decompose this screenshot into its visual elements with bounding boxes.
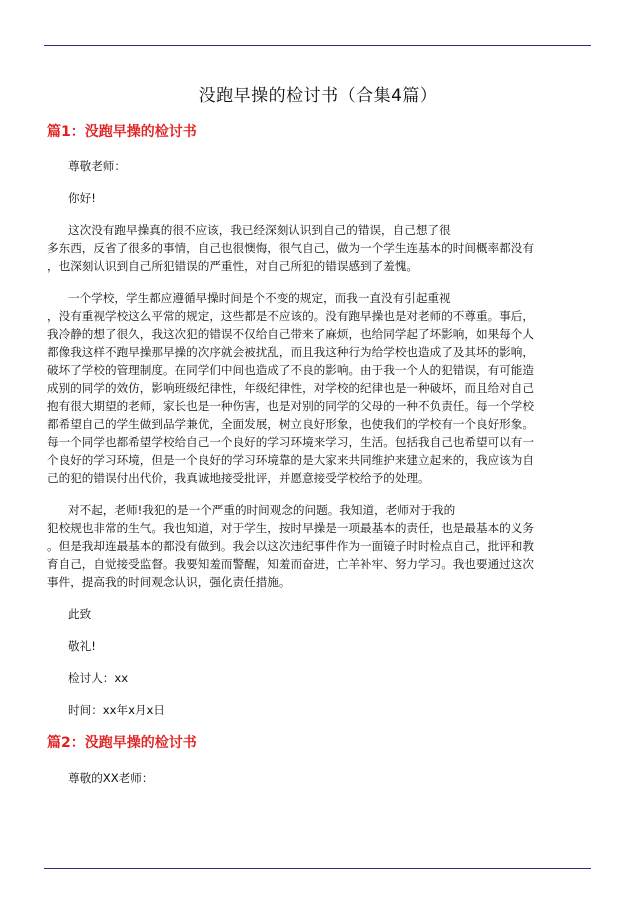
section-heading-1: 篇1：没跑早操的检讨书 [47, 124, 197, 140]
date-line: 时间：xx年x月x日 [68, 703, 166, 717]
section-heading-2: 篇2：没跑早操的检讨书 [47, 735, 197, 751]
paragraph-line: 每一个同学也都希望学校给自己一个良好的学习环境来学习，生活。包括我自己也希望可以有一 [47, 435, 534, 449]
reviewer-signature: 检讨人：xx [68, 671, 129, 685]
salutation-2: 尊敬的XX老师： [68, 771, 154, 785]
document-title: 没跑早操的检讨书（合集4篇） [198, 86, 438, 106]
paragraph-line: 多东西，反省了很多的事情，自己也很懊悔，很气自己，做为一个学生连基本的时间概率都没有 [47, 241, 534, 255]
closing-line-2: 敬礼! [68, 639, 96, 653]
paragraph-line: 一个学校，学生都应遵循早操时间是个不变的规定，而我一直没有引起重视 [68, 291, 451, 305]
closing-line-1: 此致 [68, 607, 92, 621]
paragraph-line: 抱有很大期望的老师，家长也是一种伤害，也是对别的同学的父母的一种不负责任。每一个学校 [47, 399, 534, 413]
paragraph-line: 破坏了学校的管理制度。在同学们中间也造成了不良的影响。由于我一个人的犯错误，有可能造 [47, 363, 534, 377]
paragraph-line: 育自己，自觉接受监督。我要知羞而警醒，知羞而奋进，亡羊补牢、努力学习。我也要通过这次 [47, 557, 534, 571]
paragraph-line: 都希望自己的学生做到品学兼优，全面发展，树立良好形象，也使我们的学校有一个良好形象。 [47, 417, 534, 431]
paragraph-line: 成别的同学的效仿，影响班级纪律性，年级纪律性，对学校的纪律也是一种破坏，而且给对自己 [47, 381, 534, 395]
paragraph-line: 这次没有跑早操真的很不应该，我已经深刻认识到自己的错误，自己想了很 [68, 223, 451, 237]
salutation: 尊敬老师： [68, 159, 126, 173]
header-rule [44, 45, 591, 46]
paragraph-line: 。但是我却连最基本的都没有做到。我会以这次违纪事件作为一面镜子时时检点自己，批评和教 [47, 539, 534, 553]
footer-rule [44, 868, 591, 869]
paragraph-line: 个良好的学习环境，但是一个良好的学习环境靠的是大家来共同维护来建立起来的，我应该为自 [47, 453, 534, 467]
paragraph-line: 事件，提高我的时间观念认识，强化责任措施。 [47, 575, 291, 589]
paragraph-line: ，没有重视学校这么平常的规定，这些都是不应该的。没有跑早操也是对老师的不尊重。事后， [47, 309, 534, 323]
paragraph-line: 对不起，老师!我犯的是一个严重的时间观念的问题。我知道，老师对于我的 [68, 503, 456, 517]
paragraph-line: 己的犯的错误付出代价，我真诚地接受批评，并愿意接受学校给予的处理。 [47, 471, 430, 485]
paragraph-line: ，也深刻认识到自己所犯错误的严重性，对自己所犯的错误感到了羞愧。 [47, 259, 419, 273]
paragraph-line: 犯校规也非常的生气。我也知道，对于学生，按时早操是一项最基本的责任，也是最基本的义务 [47, 521, 534, 535]
paragraph-line: 都像我这样不跑早操那早操的次序就会被扰乱，而且我这种行为给学校也造成了及其坏的影响， [47, 345, 534, 359]
greeting: 你好! [68, 191, 96, 205]
paragraph-line: 我冷静的想了很久，我这次犯的错误不仅给自己带来了麻烦，也给同学起了坏影响，如果每个人 [47, 327, 534, 341]
